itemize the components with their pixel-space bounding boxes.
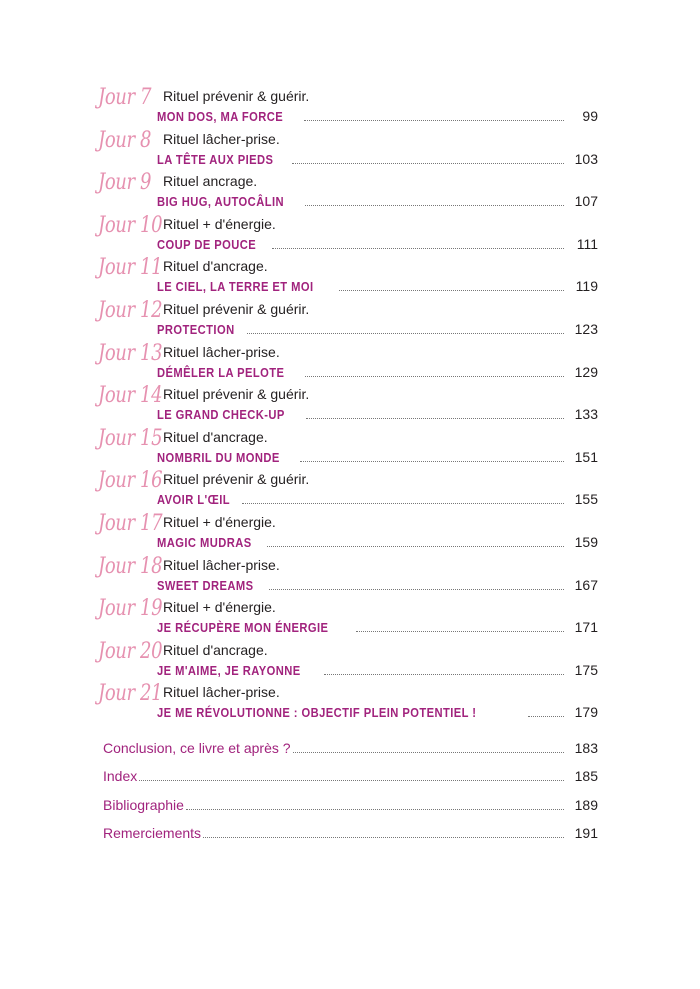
ritual-title: COUP DE POUCE [157,236,257,252]
page-number: 159 [574,533,598,550]
ritual-title: BIG HUG, AUTOCÂLIN [157,194,284,210]
page-number: 155 [574,491,598,508]
jour-label: Jour 18 [98,553,163,579]
toc-entry[interactable] [98,256,598,299]
dot-leader [293,752,564,753]
title-line [157,191,598,211]
jour-label: Jour 9 [98,170,152,196]
page-number: 179 [574,704,598,721]
ritual-type: Rituel lâcher-prise. [163,343,280,360]
page-number: 123 [574,320,598,337]
ritual-title: LA TÊTE AUX PIEDS [157,151,274,167]
jour-label: Jour 10 [98,212,163,238]
jour-label: Jour 12 [98,297,163,323]
toc-entry[interactable] [98,129,598,172]
toc-entry[interactable] [98,427,598,470]
title-line [157,447,598,467]
dot-leader [272,248,564,249]
jour-label: Jour 7 [98,85,152,110]
jour-label: Jour 14 [98,383,163,409]
toc-entry[interactable] [98,597,598,640]
page-number: 107 [574,193,598,210]
dot-leader [306,418,564,419]
back-matter-label: Bibliographie [103,796,184,813]
dot-leader [324,674,564,675]
dot-leader [139,780,564,781]
ritual-type: Rituel lâcher-prise. [163,130,280,147]
ritual-title: LE CIEL, LA TERRE ET MOI [157,279,314,295]
ritual-title: MON DOS, MA FORCE [157,109,284,124]
title-line [157,575,598,595]
jour-label: Jour 20 [98,638,163,664]
ritual-title: DÉMÊLER LA PELOTE [157,364,285,380]
back-matter-label: Conclusion, ce livre et après ? [103,740,291,756]
jour-label: Jour 13 [98,340,163,366]
jour-label: Jour 8 [98,127,152,153]
toc-entry[interactable] [98,342,598,385]
toc-entry[interactable] [98,640,598,683]
title-line [157,489,598,509]
title-line [157,234,598,254]
page-number: 185 [574,768,598,785]
ritual-title: MAGIC MUDRAS [157,534,252,550]
title-line [157,617,598,637]
jour-label: Jour 16 [98,468,163,494]
title-line [157,362,598,382]
ritual-type: Rituel prévenir & guérir. [163,386,310,403]
toc-entry[interactable] [98,299,598,342]
title-line [157,532,598,552]
ritual-type: Rituel d'ancrage. [163,641,268,658]
ritual-type: Rituel + d'énergie. [163,215,276,232]
page-number: 103 [574,150,598,167]
jour-label: Jour 21 [98,681,163,707]
dot-leader [292,163,564,164]
toc-back-entry[interactable] [103,822,598,850]
toc-entry[interactable] [98,512,598,555]
dot-leader [305,376,564,377]
ritual-title: AVOIR L'ŒIL [157,492,231,508]
toc-back-matter-list [103,737,598,851]
ritual-title: JE ME RÉVOLUTIONNE : OBJECTIF PLEIN POTENTIEL ! [157,705,477,721]
ritual-type: Rituel prévenir & guérir. [163,300,310,317]
dot-leader [186,809,564,810]
title-line [157,149,598,169]
page-number: 133 [574,406,598,423]
ritual-title: SWEET DREAMS [157,577,254,593]
page-number: 191 [574,825,598,842]
dot-leader [339,290,564,291]
jour-label: Jour 17 [98,510,163,536]
dot-leader [247,333,564,334]
page-number: 99 [582,108,598,124]
title-line [157,404,598,424]
title-line [157,660,598,680]
page-number: 167 [574,576,598,593]
ritual-type: Rituel ancrage. [163,173,258,190]
title-line [157,319,598,339]
title-line [157,106,598,126]
toc-back-entry[interactable] [103,765,598,793]
ritual-type: Rituel prévenir & guérir. [163,88,310,104]
page-number: 119 [575,278,598,295]
toc-entry[interactable] [98,86,598,129]
dot-leader [269,589,564,590]
dot-leader [304,120,564,121]
toc-entry[interactable] [98,171,598,214]
toc-entry[interactable] [98,469,598,512]
page-number: 151 [574,448,598,465]
dot-leader [528,716,564,717]
ritual-title: JE M'AIME, JE RAYONNE [157,662,301,678]
toc-days-list [98,86,598,725]
toc-entry[interactable] [98,682,598,725]
toc-back-entry[interactable] [103,794,598,822]
dot-leader [203,837,564,838]
title-line [157,702,598,722]
dot-leader [305,205,564,206]
jour-label: Jour 11 [98,255,163,281]
title-line [157,276,598,296]
jour-label: Jour 19 [98,596,163,622]
ritual-title: JE RÉCUPÈRE MON ÉNERGIE [157,620,329,636]
page-number: 129 [574,363,598,380]
dot-leader [356,631,564,632]
ritual-type: Rituel + d'énergie. [163,513,276,530]
ritual-type: Rituel lâcher-prise. [163,684,280,701]
ritual-type: Rituel + d'énergie. [163,599,276,616]
page-number: 171 [574,619,598,636]
toc-back-entry[interactable] [103,737,598,765]
toc-entry[interactable] [98,555,598,598]
ritual-type: Rituel d'ancrage. [163,258,268,275]
dot-leader [267,546,564,547]
toc-entry[interactable] [98,214,598,257]
ritual-title: PROTECTION [157,321,235,337]
dot-leader [300,461,564,462]
ritual-type: Rituel prévenir & guérir. [163,471,310,488]
ritual-title: NOMBRIL DU MONDE [157,449,280,465]
page-number: 175 [574,661,598,678]
back-matter-label: Remerciements [103,825,202,842]
page-number: 111 [576,235,598,252]
jour-label: Jour 15 [98,425,163,451]
ritual-type: Rituel lâcher-prise. [163,556,280,573]
ritual-type: Rituel d'ancrage. [163,428,268,445]
dot-leader [242,503,564,504]
page-number: 183 [574,740,598,756]
page-number: 189 [574,796,598,813]
toc-entry[interactable] [98,384,598,427]
back-matter-label: Index [103,768,138,785]
ritual-title: LE GRAND CHECK-UP [157,407,285,423]
